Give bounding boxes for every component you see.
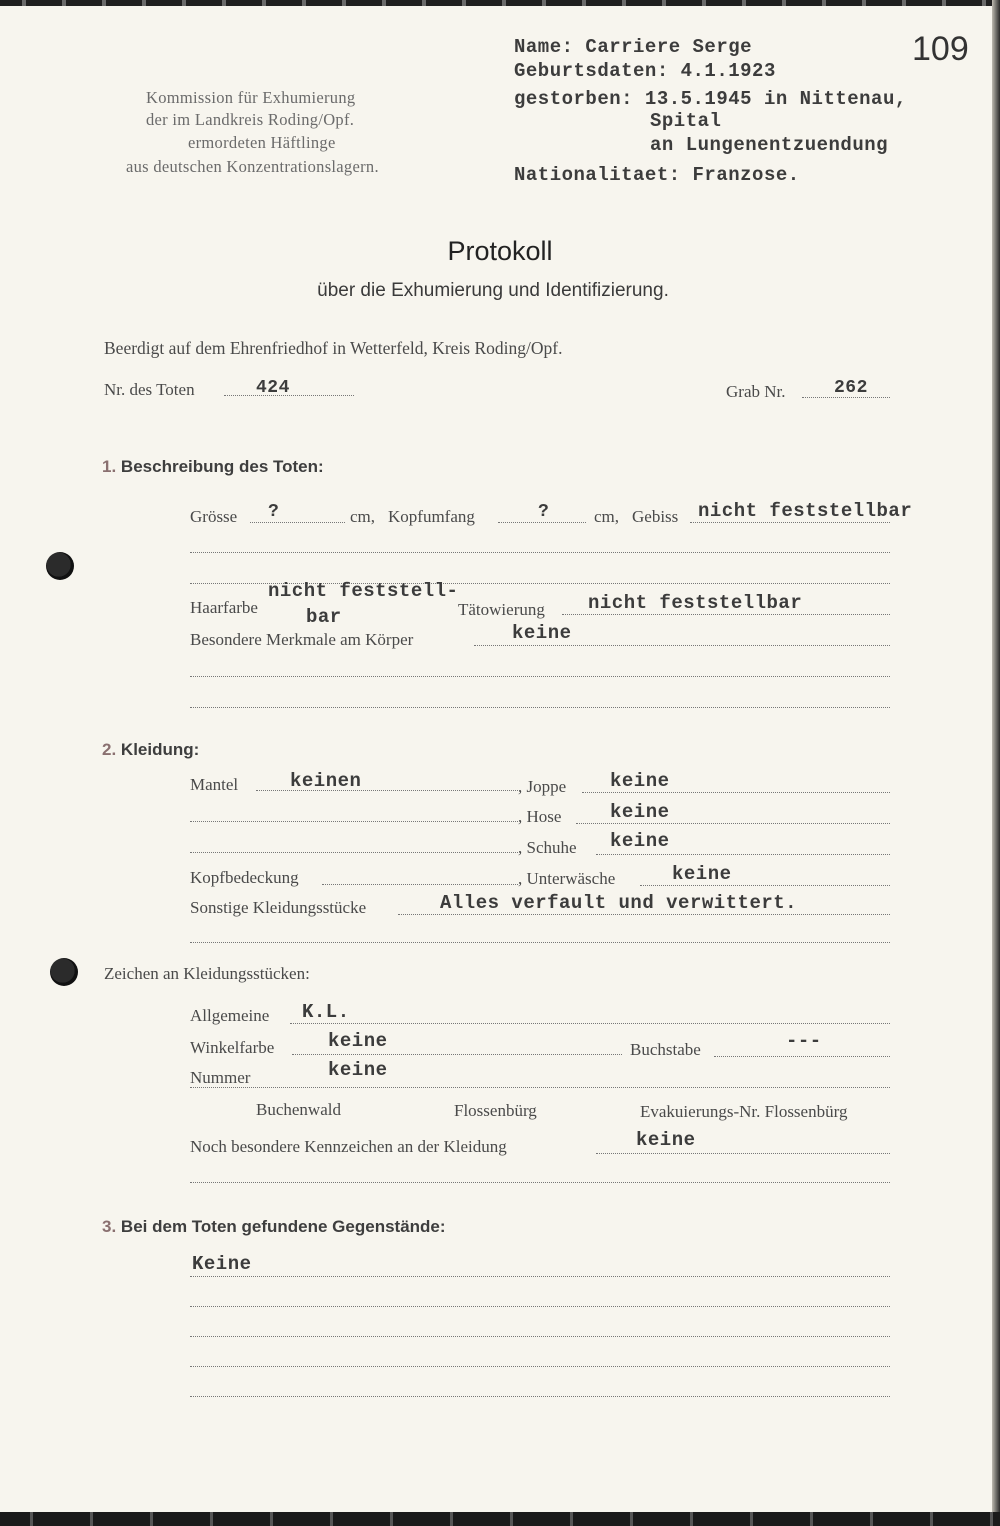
grave-number-label: Grab Nr. xyxy=(726,382,786,401)
commission-line-2: der im Landkreis Roding/Opf. xyxy=(146,110,355,129)
document-title: Protokoll xyxy=(447,236,553,266)
hair-label: Haarfarbe xyxy=(190,598,258,617)
blank-line-3 xyxy=(190,676,890,677)
commission-line-1: Kommission für Exhumierung xyxy=(146,88,356,107)
shoes-value: keine xyxy=(610,830,670,852)
cm-unit-1: cm, xyxy=(350,507,376,526)
trousers-value: keine xyxy=(610,801,670,823)
items-line-3 xyxy=(190,1336,890,1337)
marks-label: Besondere Merkmale am Körper xyxy=(190,630,414,649)
section-1-title: Beschreibung des Toten: xyxy=(120,457,324,476)
hat-line xyxy=(322,884,518,885)
trousers-left-line xyxy=(190,821,518,822)
dead-number-value: 424 xyxy=(256,378,290,398)
items-line-1 xyxy=(190,1276,890,1277)
scan-edge-top xyxy=(0,0,1000,6)
document-subtitle: über die Exhumierung und Identifizierung. xyxy=(317,280,669,301)
size-label: Grösse xyxy=(190,507,238,526)
found-items-value: Keine xyxy=(192,1253,252,1275)
general-marks-value: K.L. xyxy=(302,1001,350,1023)
section-2-title: Kleidung: xyxy=(120,740,200,759)
items-line-4 xyxy=(190,1366,890,1367)
other-marks-label: Noch besondere Kennzeichen an der Kleidung xyxy=(190,1137,507,1156)
clothing-marks-title: Zeichen an Kleidungsstücken: xyxy=(104,964,310,983)
shoes-line xyxy=(596,854,890,855)
teeth-line xyxy=(690,522,890,523)
person-died: gestorben: 13.5.1945 in Nittenau, xyxy=(514,88,907,110)
punch-hole-top xyxy=(46,552,74,580)
shoes-label: , Schuhe xyxy=(518,838,577,857)
items-line-5 xyxy=(190,1396,890,1397)
marks-value: keine xyxy=(512,622,572,644)
jacket-value: keine xyxy=(610,770,670,792)
marks-line xyxy=(474,645,890,646)
shoes-left-line xyxy=(190,852,518,853)
underwear-value: keine xyxy=(672,863,732,885)
person-died-place: Spital xyxy=(650,110,722,132)
cm-unit-2: cm, xyxy=(594,507,620,526)
size-line xyxy=(250,522,345,523)
section-1-heading xyxy=(102,457,324,477)
section-3-number: 3. xyxy=(102,1217,117,1236)
blank-line-1 xyxy=(190,552,890,553)
commission-line-3: ermordeten Häftlinge xyxy=(188,133,336,152)
coat-value: keinen xyxy=(290,770,362,792)
letter-value: --- xyxy=(786,1030,822,1052)
letter-label: Buchstabe xyxy=(630,1040,701,1059)
person-nationality: Nationalitaet: Franzose. xyxy=(514,164,800,186)
general-marks-line xyxy=(290,1023,890,1024)
general-marks-label: Allgemeine xyxy=(190,1006,270,1025)
size-value: ? xyxy=(268,502,280,522)
section-2-heading xyxy=(102,740,199,760)
other-clothing-line xyxy=(398,914,890,915)
jacket-line xyxy=(582,792,890,793)
scan-edge-right xyxy=(992,0,1000,1526)
tattoo-value: nicht feststellbar xyxy=(588,592,803,614)
triangle-color-line xyxy=(292,1054,622,1055)
teeth-value: nicht feststellbar xyxy=(698,500,913,522)
other-marks-value: keine xyxy=(636,1129,696,1151)
items-line-2 xyxy=(190,1306,890,1307)
number-value: keine xyxy=(328,1059,388,1081)
head-label: Kopfumfang xyxy=(388,507,475,526)
blank-line-4 xyxy=(190,707,890,708)
triangle-color-value: keine xyxy=(328,1030,388,1052)
trousers-label: , Hose xyxy=(518,807,562,826)
burial-place: Beerdigt auf dem Ehrenfriedhof in Wetterfeld, Kreis Roding/Opf. xyxy=(104,338,563,358)
head-value: ? xyxy=(538,502,550,522)
triangle-color-label: Winkelfarbe xyxy=(190,1038,275,1057)
coat-label: Mantel xyxy=(190,775,239,794)
section-3-title: Bei dem Toten gefundene Gegenstände: xyxy=(120,1217,446,1236)
other-clothing-value: Alles verfault und verwittert. xyxy=(440,892,798,914)
column-flossenburg: Flossenbürg xyxy=(454,1101,537,1120)
number-label: Nummer xyxy=(190,1068,251,1087)
person-died-cause: an Lungenentzuendung xyxy=(650,134,889,156)
scan-edge-bottom xyxy=(0,1512,1000,1526)
blank-line-6 xyxy=(190,1182,890,1183)
column-buchenwald: Buchenwald xyxy=(256,1100,341,1119)
other-marks-line xyxy=(596,1153,890,1154)
section-2-number: 2. xyxy=(102,740,117,759)
column-evacuation: Evakuierungs-Nr. Flossenbürg xyxy=(640,1102,848,1121)
person-birth: Geburtsdaten: 4.1.1923 xyxy=(514,60,776,82)
section-1-number: 1. xyxy=(102,457,117,476)
grave-number-value: 262 xyxy=(834,378,868,398)
dead-number-label: Nr. des Toten xyxy=(104,380,195,399)
punch-hole-bottom xyxy=(50,958,78,986)
head-line xyxy=(498,522,586,523)
jacket-label: , Joppe xyxy=(518,777,567,796)
hair-value-2: bar xyxy=(306,606,342,628)
blank-line-5 xyxy=(190,942,890,943)
hat-label: Kopfbedeckung xyxy=(190,868,299,887)
commission-line-4: aus deutschen Konzentrationslagern. xyxy=(126,157,379,176)
person-name: Name: Carriere Serge xyxy=(514,36,753,58)
other-clothing-label: Sonstige Kleidungsstücke xyxy=(190,898,367,917)
tattoo-line xyxy=(562,614,890,615)
teeth-label: Gebiss xyxy=(632,507,679,526)
page-number: 109 xyxy=(912,30,969,68)
number-line xyxy=(190,1087,890,1088)
letter-line xyxy=(714,1056,890,1057)
section-3-heading xyxy=(102,1217,446,1237)
underwear-label: , Unterwäsche xyxy=(518,869,616,888)
hair-value-1: nicht feststell- xyxy=(268,580,459,602)
underwear-line xyxy=(640,885,890,886)
tattoo-label: Tätowierung xyxy=(458,600,545,619)
trousers-line xyxy=(576,823,890,824)
